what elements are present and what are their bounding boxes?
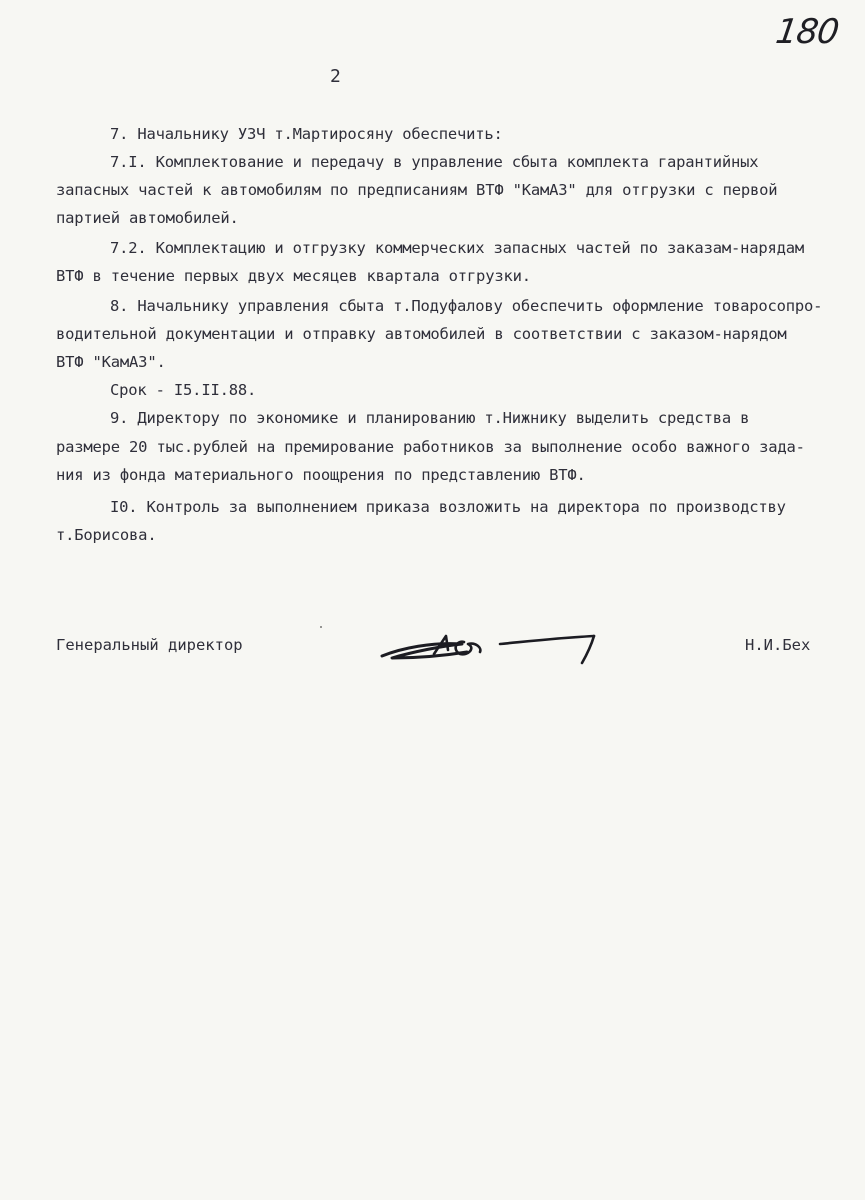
deadline-line: Срок - I5.II.88.: [110, 381, 257, 399]
paragraph-8-line-2: водительной документации и отправку автомобилей в соответствии с заказом-нарядом: [56, 325, 787, 343]
paragraph-10-line-2: т.Борисова.: [56, 526, 157, 544]
paragraph-7-1-line-2: запасных частей к автомобилям по предписаниям ВТФ "КамАЗ" для отгрузки с первой: [56, 181, 778, 199]
paragraph-9-line-1: 9. Директору по экономике и планированию т.Нижнику выделить средства в: [110, 409, 750, 427]
paragraph-10-line-1: I0. Контроль за выполнением приказа возложить на директора по производству: [110, 498, 786, 516]
page-number: 2: [330, 66, 341, 87]
paragraph-7-1-line-3: партией автомобилей.: [56, 209, 239, 227]
paragraph-7-2-line-2: ВТФ в течение первых двух месяцев квартала отгрузки.: [56, 267, 531, 285]
paragraph-7-2-line-1: 7.2. Комплектацию и отгрузку коммерческих запасных частей по заказам-нарядам: [110, 239, 805, 257]
handwritten-signature: [372, 618, 612, 668]
paragraph-9-line-3: ния из фонда материального поощрения по представлению ВТФ.: [56, 466, 586, 484]
signatory-name: Н.И.Бех: [745, 636, 811, 654]
paragraph-8-line-3: ВТФ "КамАЗ".: [56, 353, 166, 371]
paragraph-9-line-2: размере 20 тыс.рублей на премирование работников за выполнение особо важного зада-: [56, 438, 805, 456]
paragraph-7-heading: 7. Начальнику УЗЧ т.Мартиросяну обеспечить:: [110, 125, 503, 143]
paragraph-7-1-line-1: 7.I. Комплектование и передачу в управление сбыта комплекта гарантийных: [110, 153, 759, 171]
signatory-title: Генеральный директор: [56, 636, 243, 654]
paragraph-8-line-1: 8. Начальнику управления сбыта т.Подуфалову обеспечить оформление товаросопро-: [110, 297, 823, 315]
archive-page-number: 180: [773, 12, 841, 52]
ink-dot: [320, 626, 322, 628]
